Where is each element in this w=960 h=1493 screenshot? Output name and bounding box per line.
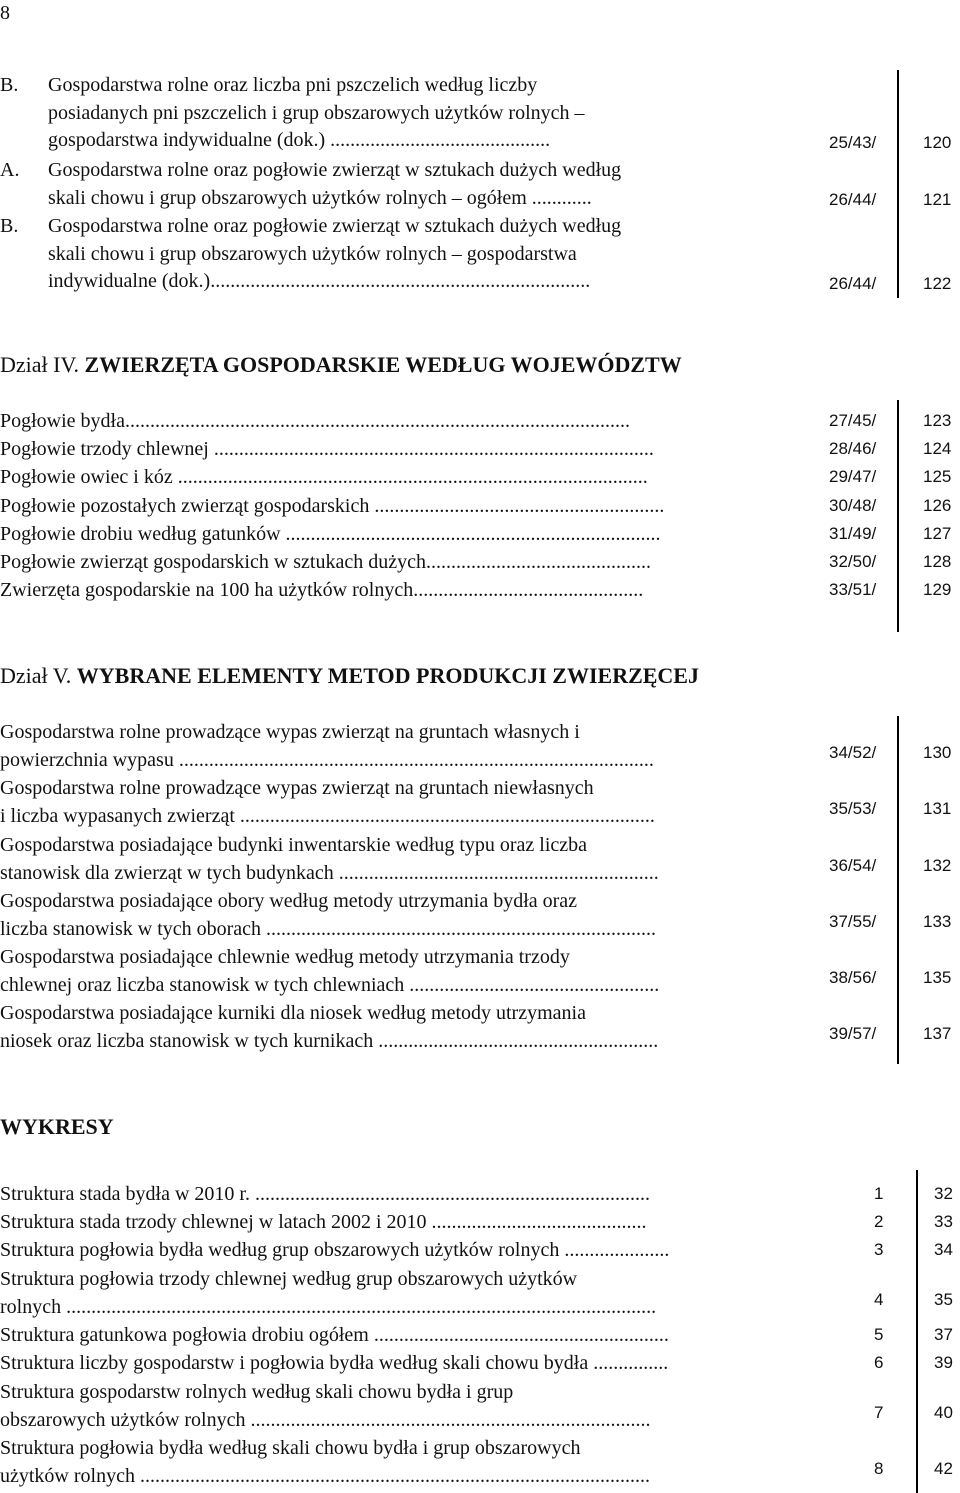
- entry-line: Zwierzęta gospodarskie na 100 ha użytków rolnych..............................................: [0, 579, 644, 601]
- table-ref: 33/51/: [829, 580, 877, 599]
- chart-ref: 1: [874, 1184, 884, 1203]
- entry-line: Gospodarstwa posiadające kurniki dla niosek według metody utrzymania: [0, 1002, 586, 1024]
- table-ref: 35/53/: [829, 799, 877, 818]
- table-ref: 39/57/: [829, 1024, 877, 1043]
- table-ref: 30/48/: [829, 496, 877, 515]
- page-ref: 128: [923, 552, 952, 571]
- section-prefix: Dział V.: [0, 663, 72, 688]
- page-ref: 124: [923, 439, 952, 458]
- page-ref: 42: [934, 1459, 953, 1478]
- chart-ref: 4: [874, 1290, 884, 1309]
- chart-ref: 3: [874, 1240, 884, 1259]
- entry-label: B.: [0, 215, 19, 237]
- section-heading-dzial-v: [0, 663, 699, 689]
- section-title: WYBRANE ELEMENTY METOD PRODUKCJI ZWIERZĘCEJ: [76, 663, 699, 688]
- entry-line: Gospodarstwa posiadające chlewnie według metody utrzymania trzody: [0, 946, 570, 968]
- page-ref: 33: [934, 1212, 953, 1231]
- entry-line: skali chowu i grup obszarowych użytków rolnych – ogółem ............: [48, 186, 592, 209]
- entry-line: stanowisk dla zwierząt w tych budynkach ................................................................: [0, 862, 659, 884]
- page-ref: 40: [934, 1403, 953, 1422]
- entry-line: Struktura liczby gospodarstw i pogłowia bydła według skali chowu bydła ...............: [0, 1352, 669, 1374]
- entry-line: Gospodarstwa rolne prowadzące wypas zwierząt na gruntach niewłasnych: [0, 777, 594, 799]
- entry-line: gospodarstwa indywidualne (dok.) ............................................: [48, 129, 551, 151]
- entry-line: Struktura gospodarstw rolnych według skali chowu bydła i grup: [0, 1381, 514, 1403]
- chart-ref: 8: [874, 1459, 884, 1478]
- table-ref: 26/44/: [829, 274, 877, 293]
- entry-line: i liczba wypasanych zwierząt ...................................................................................: [0, 805, 655, 827]
- entry-line: niosek oraz liczba stanowisk w tych kurnikach ........................................................: [0, 1030, 659, 1052]
- entry-line: Gospodarstwa posiadające obory według metody utrzymania bydła oraz: [0, 890, 578, 912]
- section-prefix: Dział IV.: [0, 352, 80, 377]
- entry-line: Gospodarstwa posiadające budynki inwentarskie według typu oraz liczba: [0, 834, 588, 856]
- page-number: 8: [0, 2, 10, 24]
- entry-line: Pogłowie trzody chlewnej ........................................................................................: [0, 438, 654, 460]
- page-ref: 35: [934, 1290, 953, 1309]
- page-ref: 39: [934, 1353, 953, 1372]
- table-ref: 27/45/: [829, 411, 877, 430]
- table-ref: 25/43/: [829, 133, 877, 152]
- chart-ref: 5: [874, 1325, 884, 1344]
- page-ref: 135: [923, 968, 952, 987]
- table-ref: 38/56/: [829, 968, 877, 987]
- page-ref: 121: [923, 190, 952, 209]
- vline-wykresy: [916, 1170, 918, 1493]
- page-ref: 126: [923, 496, 952, 515]
- entry-line: powierzchnia wypasu ...............................................................................................: [0, 749, 654, 771]
- page-ref: 34: [934, 1240, 953, 1259]
- table-ref: 26/44/: [829, 190, 877, 209]
- page-ref: 122: [923, 274, 952, 293]
- entry-line: Struktura stada trzody chlewnej w latach 2002 i 2010 ...........................................: [0, 1211, 647, 1233]
- section-heading-dzial-iv: [0, 352, 682, 378]
- entry-line: liczba stanowisk w tych oborach ..............................................................................: [0, 918, 657, 940]
- table-ref: 28/46/: [829, 439, 877, 458]
- entry-line: posiadanych pni pszczelich i grup obszarowych użytków rolnych –: [48, 101, 585, 124]
- page-ref: 37: [934, 1325, 953, 1344]
- entry-label: A.: [0, 159, 20, 181]
- entry-line: Gospodarstwa rolne oraz liczba pni pszczelich według liczby: [48, 74, 538, 96]
- chart-ref: 2: [874, 1212, 884, 1231]
- entry-line: Struktura pogłowia bydła według skali chowu bydła i grup obszarowych: [0, 1437, 581, 1459]
- entry-line: Struktura stada bydła w 2010 r. ...............................................................................: [0, 1183, 650, 1205]
- section-title: WYKRESY: [0, 1114, 114, 1139]
- entry-line: Pogłowie pozostałych zwierząt gospodarskich ..........................................................: [0, 495, 665, 517]
- entry-line: Pogłowie bydła.....................................................................................................: [0, 410, 630, 432]
- section-title: ZWIERZĘTA GOSPODARSKIE WEDŁUG WOJEWÓDZTW: [84, 352, 682, 377]
- entry-line: użytków rolnych ......................................................................................................: [0, 1465, 650, 1487]
- entry-line: obszarowych użytków rolnych ................................................................................: [0, 1409, 651, 1431]
- section-heading-wykresy: [0, 1114, 114, 1140]
- table-ref: 31/49/: [829, 524, 877, 543]
- entry-line: Gospodarstwa rolne oraz pogłowie zwierząt w sztukach dużych według: [48, 159, 622, 181]
- table-ref: 32/50/: [829, 552, 877, 571]
- chart-ref: 6: [874, 1353, 884, 1372]
- entry-label: B.: [0, 74, 19, 96]
- entry-line: skali chowu i grup obszarowych użytków rolnych – gospodarstwa: [48, 242, 577, 265]
- entry-line: Pogłowie zwierząt gospodarskich w sztukach dużych.............................................: [0, 551, 651, 573]
- page-ref: 120: [923, 133, 952, 152]
- table-ref: 36/54/: [829, 856, 877, 875]
- entry-line: Struktura pogłowia bydła według grup obszarowych użytków rolnych .....................: [0, 1239, 670, 1261]
- entry-line: Gospodarstwa rolne oraz pogłowie zwierząt w sztukach dużych według: [48, 215, 622, 237]
- page-ref: 137: [923, 1024, 952, 1043]
- table-ref: 37/55/: [829, 912, 877, 931]
- entry-line: Gospodarstwa rolne prowadzące wypas zwierząt na gruntach własnych i: [0, 721, 580, 743]
- page-ref: 133: [923, 912, 952, 931]
- page-ref: 132: [923, 856, 952, 875]
- page-ref: 130: [923, 743, 952, 762]
- vline-dzial-iv: [897, 400, 899, 632]
- entry-line: rolnych ......................................................................................................................: [0, 1296, 657, 1318]
- page-ref: 125: [923, 467, 952, 486]
- entry-line: Pogłowie owiec i kóz ..............................................................................................: [0, 466, 648, 488]
- page-ref: 32: [934, 1184, 953, 1203]
- entry-line: Struktura gatunkowa pogłowia drobiu ogółem ...........................................................: [0, 1324, 669, 1346]
- vline-top: [897, 70, 899, 298]
- chart-ref: 7: [874, 1403, 884, 1422]
- vline-dzial-v: [897, 716, 899, 1064]
- entry-line: Pogłowie drobiu według gatunków ...........................................................................: [0, 523, 661, 545]
- page-ref: 131: [923, 799, 952, 818]
- entry-line: indywidualne (dok.)............................................................................: [48, 270, 591, 292]
- table-ref: 29/47/: [829, 467, 877, 486]
- table-ref: 34/52/: [829, 743, 877, 762]
- page-ref: 129: [923, 580, 952, 599]
- entry-line: Struktura pogłowia trzody chlewnej według grup obszarowych użytków: [0, 1268, 578, 1290]
- entry-line: chlewnej oraz liczba stanowisk w tych chlewniach ..................................................: [0, 974, 660, 996]
- page-ref: 127: [923, 524, 952, 543]
- page-ref: 123: [923, 411, 952, 430]
